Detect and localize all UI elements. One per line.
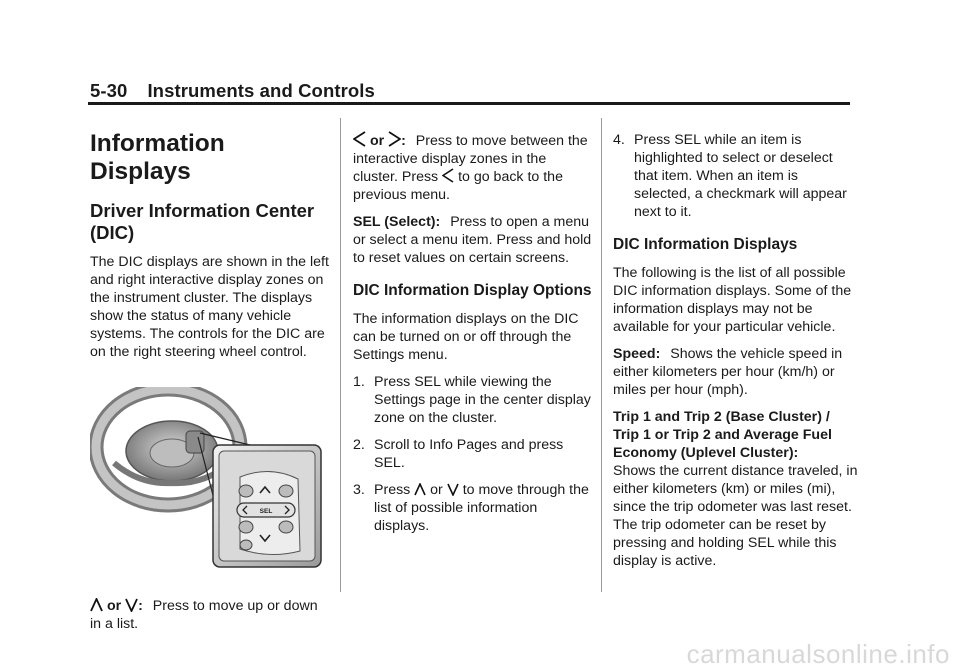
column-1: [90, 118, 330, 642]
updown-colon: :: [138, 598, 143, 614]
page-title: Information Displays: [90, 130, 225, 185]
list-item: 1. Press SEL while viewing the Settings page in the center display zone on the cluster.: [353, 374, 591, 426]
displays-intro: The following is the list of all possible DIC information displays. Some of the information displays may not be available for your particular vehicle.: [613, 265, 852, 335]
section-title: Instruments and Controls: [147, 80, 375, 101]
chevron-left-icon: [353, 131, 366, 147]
chevron-down-icon: [447, 483, 459, 496]
options-steps-continued: [613, 131, 858, 221]
dic-heading: Driver Information Center (DIC): [90, 200, 315, 243]
column-divider-2: [601, 118, 602, 592]
updown-item: [90, 597, 330, 633]
column-2: [353, 118, 593, 544]
sel-desc: Press to open a menu or select a menu item. Press and hold to reset values on certain screens.: [353, 214, 592, 266]
updown-desc: Press to move up or down in a list.: [90, 598, 318, 632]
options-heading: DIC Information Display Options: [353, 282, 592, 299]
chevron-right-icon: [388, 131, 401, 147]
header-rule: [88, 102, 850, 105]
updown-or: or: [106, 598, 122, 614]
trip-desc: Shows the current distance traveled, in either kilometers (km) or miles (mi), since the trip odometer was last reset. The trip odometer can be reset by pressing and holding SEL while this display is active.: [613, 463, 858, 569]
list-item: 3. Press or to move through the list of possible information displays.: [353, 482, 589, 534]
chevron-down-icon: [125, 598, 138, 612]
list-item: 2. Scroll to Info Pages and press SEL.: [353, 437, 564, 471]
leftright-desc-a: Press to move between the interactive display zones in the cluster. Press: [353, 133, 588, 185]
leftright-colon: :: [401, 133, 406, 149]
dic-intro: The DIC displays are shown in the left and right interactive display zones on the instrument cluster. The displays show the status of many vehicle systems. The controls for the DIC are on the right steering wheel control.: [90, 254, 329, 360]
options-steps: [353, 373, 593, 535]
page-number: 5-30: [90, 80, 128, 101]
displays-heading: DIC Information Displays: [613, 236, 798, 253]
list-item: 4. Press SEL while an item is highlighted to select or deselect that item. When an item is selected, a checkmark will appear next to it.: [613, 132, 847, 220]
column-3: [613, 118, 858, 579]
speed-term: Speed:: [613, 346, 661, 362]
leftright-item: [353, 131, 593, 204]
chevron-left-icon: [442, 168, 454, 183]
speed-item: [613, 345, 858, 399]
sel-button-label: SEL: [259, 508, 273, 515]
trip-term: Trip 1 and Trip 2 (Base Cluster) / Trip 1 or Trip 2 and Average Fuel Economy (Uplevel Cluster):: [613, 409, 832, 461]
trip-item: [613, 408, 858, 570]
sel-term: SEL (Select):: [353, 214, 441, 230]
leftright-or: or: [369, 133, 385, 149]
leftright-desc-b: to go back to the previous menu.: [353, 169, 563, 203]
column-divider-1: [340, 118, 341, 592]
chevron-up-icon: [414, 483, 426, 496]
steering-wheel-illustration: [90, 387, 330, 581]
page-header: [90, 80, 375, 102]
chevron-up-icon: [90, 598, 103, 612]
speed-desc: Shows the vehicle speed in either kilometers per hour (km/h) or miles per hour (mph).: [613, 346, 843, 398]
watermark: carmanualsonline.info: [686, 639, 950, 669]
options-intro: The information displays on the DIC can be turned on or off through the Settings menu.: [353, 311, 579, 363]
sel-item: [353, 213, 593, 267]
steering-wheel-figure: [90, 387, 330, 581]
